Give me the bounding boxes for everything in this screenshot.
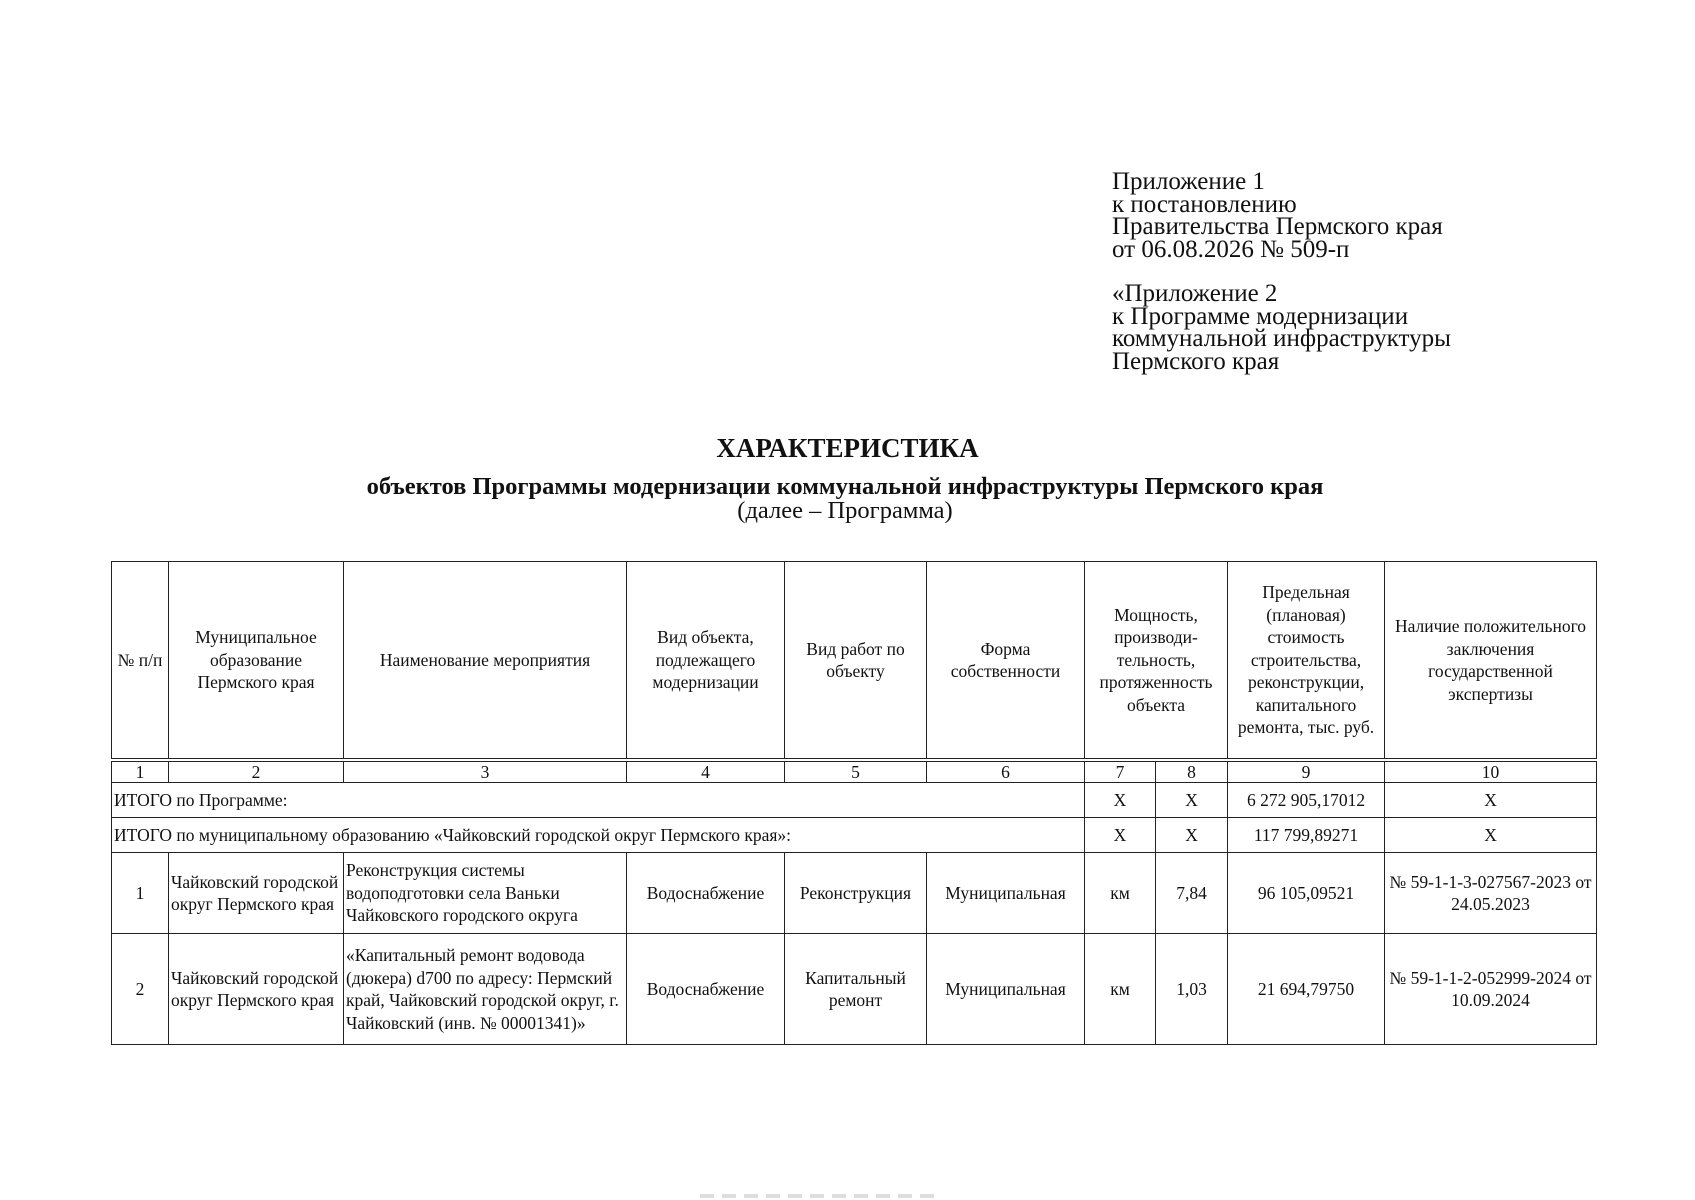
row-ownership: Муниципальная <box>927 934 1085 1045</box>
total-cell: Х <box>1156 783 1228 818</box>
row-num: 1 <box>112 853 169 934</box>
document-subtitle-note: (далее – Программа) <box>737 497 953 524</box>
table-header-row <box>112 562 1597 761</box>
row-expertise: № 59-1-1-2-052999-2024 от 10.09.2024 <box>1385 934 1597 1045</box>
annex-block <box>1112 168 1451 375</box>
document-title: ХАРАКТЕРИСТИКА <box>716 433 979 463</box>
annex-line: коммунальной инфраструктуры <box>1112 325 1451 352</box>
annex-line: Приложение 1 <box>1112 168 1265 195</box>
objects-table <box>111 561 1597 1045</box>
total-program-label: ИТОГО по Программе: <box>112 783 1085 818</box>
header-cost: Предельная (плановая) стоимость строительства, реконструкции, капитального ремонта, тыс. руб. <box>1228 562 1385 761</box>
table-row <box>112 934 1597 1045</box>
header-num: № п/п <box>112 562 169 761</box>
column-number: 2 <box>169 760 344 783</box>
column-number: 10 <box>1385 760 1597 783</box>
column-numbers-row <box>112 760 1597 783</box>
header-municipality: Муниципальное образование Пермского края <box>169 562 344 761</box>
total-cell: Х <box>1156 818 1228 853</box>
row-value: 1,03 <box>1156 934 1228 1045</box>
header-ownership: Форма собственности <box>927 562 1085 761</box>
total-cell: Х <box>1385 818 1597 853</box>
scan-artifact <box>700 1194 940 1198</box>
column-number: 1 <box>112 760 169 783</box>
row-event: Реконструкция системы водоподготовки села Ваньки Чайковского городского округа <box>344 853 627 934</box>
header-expertise: Наличие положительного заключения государственной экспертизы <box>1385 562 1597 761</box>
total-municipality-label: ИТОГО по муниципальному образованию «Чайковский городской округ Пермского края»: <box>112 818 1085 853</box>
row-unit: км <box>1085 934 1156 1045</box>
header-event: Наименование мероприятия <box>344 562 627 761</box>
column-number: 8 <box>1156 760 1228 783</box>
row-municipality: Чайковский городской округ Пермского края <box>169 934 344 1045</box>
total-cell: Х <box>1085 783 1156 818</box>
row-value: 7,84 <box>1156 853 1228 934</box>
header-capacity: Мощность, производи-тельность, протяженность объекта <box>1085 562 1228 761</box>
document-subtitle: объектов Программы модернизации коммунальной инфраструктуры Пермского края <box>366 473 1324 500</box>
column-number: 6 <box>927 760 1085 783</box>
row-cost: 21 694,79750 <box>1228 934 1385 1045</box>
total-cost: 117 799,89271 <box>1228 818 1385 853</box>
column-number: 9 <box>1228 760 1385 783</box>
row-num: 2 <box>112 934 169 1045</box>
table-row <box>112 853 1597 934</box>
header-object-type: Вид объекта, подлежащего модернизации <box>627 562 785 761</box>
column-number: 7 <box>1085 760 1156 783</box>
annex-line: от 06.08.2026 № 509-п <box>1112 235 1350 263</box>
row-ownership: Муниципальная <box>927 853 1085 934</box>
total-cell: Х <box>1085 818 1156 853</box>
row-work-type: Капитальный ремонт <box>785 934 927 1045</box>
row-object-type: Водоснабжение <box>627 934 785 1045</box>
annex-line: к постановлению <box>1112 190 1297 218</box>
annex-line: Пермского края <box>1112 347 1280 375</box>
row-cost: 96 105,09521 <box>1228 853 1385 934</box>
annex-line: «Приложение 2 <box>1112 280 1278 307</box>
total-program-row <box>112 783 1597 818</box>
row-work-type: Реконструкция <box>785 853 927 934</box>
column-number: 4 <box>627 760 785 783</box>
row-municipality: Чайковский городской округ Пермского края <box>169 853 344 934</box>
column-number: 5 <box>785 760 927 783</box>
row-object-type: Водоснабжение <box>627 853 785 934</box>
total-cell: Х <box>1385 783 1597 818</box>
annex-line: Правительства Пермского края <box>1112 213 1443 240</box>
column-number: 3 <box>344 760 627 783</box>
row-unit: км <box>1085 853 1156 934</box>
annex-line: к Программе модернизации <box>1112 302 1409 330</box>
row-expertise: № 59-1-1-3-027567-2023 от 24.05.2023 <box>1385 853 1597 934</box>
total-cost: 6 272 905,17012 <box>1228 783 1385 818</box>
row-event: «Капитальный ремонт водовода (дюкера) d700 по адресу: Пермский край, Чайковский городской округ, г. Чайковский (инв. № 00001341)» <box>344 934 627 1045</box>
header-work-type: Вид работ по объекту <box>785 562 927 761</box>
total-municipality-row <box>112 818 1597 853</box>
